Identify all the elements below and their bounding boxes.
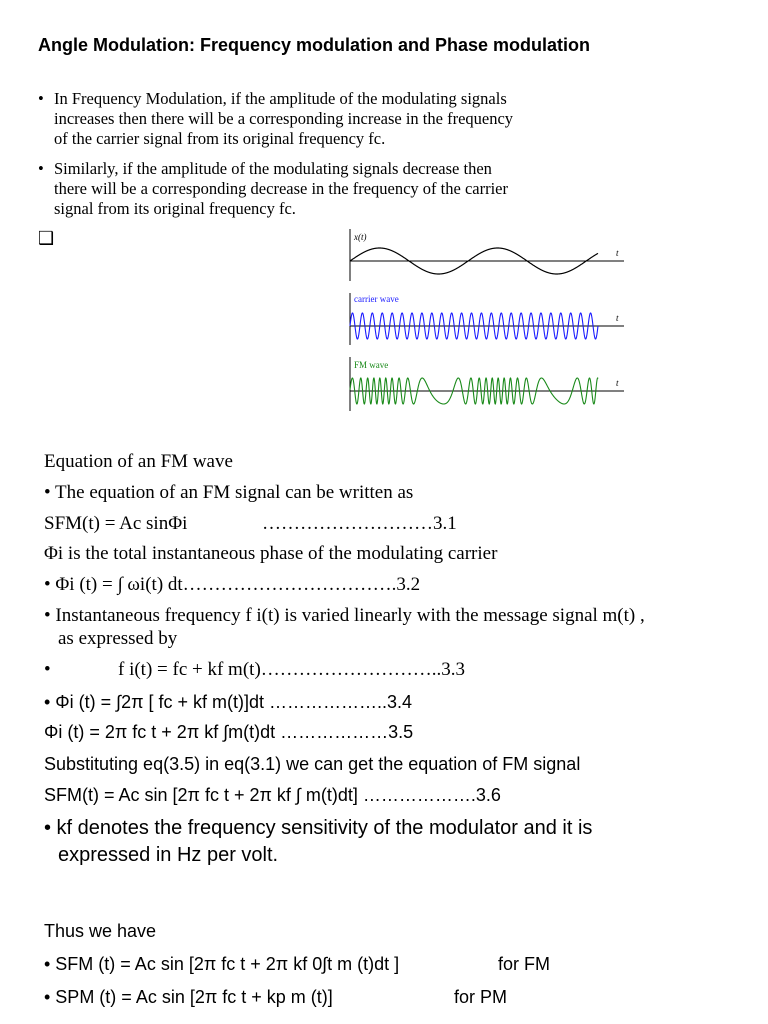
label-carrier: carrier wave: [354, 294, 399, 304]
text-line: as expressed by: [58, 628, 178, 649]
label-fm: FM wave: [354, 360, 389, 370]
bullet-text: In Frequency Modulation, if the amplitude of the modulating signals: [54, 89, 507, 108]
page-title: Angle Modulation: Frequency modulation and Phase modulation: [38, 35, 591, 55]
section-heading: Equation of an FM wave: [44, 451, 233, 472]
bullet-text: signal from its original frequency fc.: [54, 199, 296, 218]
bullet-text: of the carrier signal from its original frequency fc.: [54, 129, 386, 148]
bullet-text: Similarly, if the amplitude of the modulating signals decrease then: [54, 159, 492, 178]
bullet-dot: •: [44, 659, 51, 680]
text-line: Substituting eq(3.5) in eq(3.1) we can get the equation of FM signal: [44, 754, 581, 774]
equation-3-5: Φi (t) = 2π fc t + 2π kf ∫m(t)dt ………………3.5: [44, 722, 414, 742]
intro-bullet-1: [38, 89, 514, 148]
text-line: expressed in Hz per volt.: [58, 844, 279, 866]
text-line: • kf denotes the frequency sensitivity of the modulator and it is: [44, 817, 593, 839]
equation-3-6: SFM(t) = Ac sin [2π fc t + 2π kf ∫ m(t)dt] ……………….3.6: [44, 785, 501, 805]
text-line: Φi is the total instantaneous phase of the modulating carrier: [44, 543, 498, 564]
text-line: • The equation of an FM signal can be written as: [44, 482, 414, 503]
fm-waveform-figure: [340, 225, 630, 415]
bullet-dot: •: [38, 159, 44, 178]
equation-3-1: SFM(t) = Ac sinΦi: [44, 513, 188, 534]
label-xt: x(t): [354, 232, 367, 242]
text-line: • Instantaneous frequency f i(t) is varied linearly with the message signal m(t) ,: [44, 605, 645, 626]
axis-t-label: t: [616, 378, 619, 388]
checkbox-bullet-icon: ❑: [38, 228, 55, 249]
bullet-text: increases then there will be a corresponding increase in the frequency: [54, 109, 514, 128]
axis-t-label: t: [616, 313, 619, 323]
pm-label: for PM: [454, 987, 508, 1007]
fm-label: for FM: [498, 954, 550, 974]
equation-3-4: • Φi (t) = ∫2π [ fc + kf m(t)]dt ………………..3.4: [44, 692, 413, 712]
pm-equation: • SPM (t) = Ac sin [2π fc t + kp m (t)]: [44, 987, 333, 1007]
bullet-text: there will be a corresponding decrease in the frequency of the carrier: [54, 179, 508, 198]
fm-equation: • SFM (t) = Ac sin [2π fc t + 2π kf 0∫t m (t)dt ]: [44, 954, 400, 974]
axis-t-label: t: [616, 248, 619, 258]
bullet-dot: •: [38, 89, 44, 108]
equation-number: ………………………3.1: [262, 513, 457, 534]
text-line: Thus we have: [44, 921, 157, 941]
equation-3-3: f i(t) = fc + kf m(t)………………………..3.3: [118, 659, 466, 680]
equation-3-2: • Φi (t) = ∫ ωi(t) dt…………………………….3.2: [44, 574, 421, 595]
intro-bullet-2: [38, 159, 508, 218]
